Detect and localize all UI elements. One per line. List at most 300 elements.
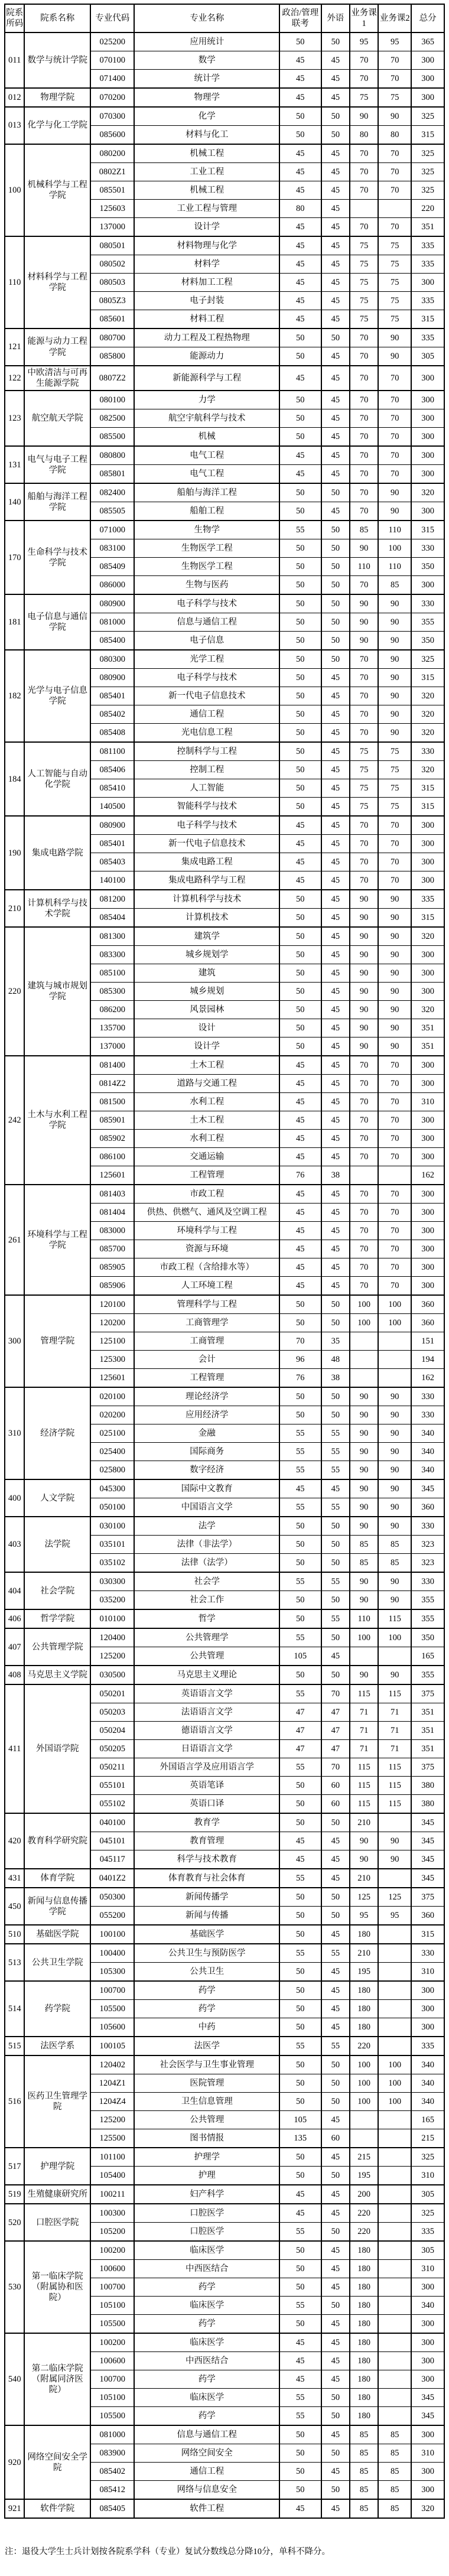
course2-score-cell: 75	[378, 798, 411, 817]
course2-score-cell: 70	[378, 1277, 411, 1296]
total-score-cell: 325	[411, 181, 444, 200]
total-score-cell: 300	[411, 1148, 444, 1166]
course1-score-cell: 70	[350, 724, 378, 743]
major-code-cell: 105100	[90, 2297, 134, 2315]
course2-score-cell: 75	[378, 742, 411, 761]
course2-score-cell: 70	[378, 835, 411, 853]
course1-score-cell: 90	[350, 1037, 378, 1056]
dept-code-cell: 220	[5, 927, 24, 1056]
table-row	[5, 2037, 444, 2055]
total-score-cell: 320	[411, 705, 444, 724]
major-name-cell: 德语语言文学	[134, 1722, 279, 1740]
major-name-cell: 药学	[134, 2000, 279, 2018]
foreign-lang-score-cell: 45	[321, 742, 350, 761]
major-code-cell: 100200	[90, 2241, 134, 2260]
column-header: 专业代码	[90, 4, 134, 32]
dept-name-cell: 物理学院	[24, 88, 90, 107]
course2-score-cell: 90	[378, 705, 411, 724]
politics-score-cell: 55	[279, 1424, 321, 1443]
table-row	[5, 1813, 444, 1832]
foreign-lang-score-cell: 50	[321, 1628, 350, 1647]
politics-score-cell: 50	[279, 32, 321, 51]
foreign-lang-score-cell: 45	[321, 1130, 350, 1148]
dept-name-cell: 哲学学院	[24, 1609, 90, 1628]
course2-score-cell	[378, 1647, 411, 1666]
major-name-cell: 集成电路科学与工程	[134, 871, 279, 890]
major-name-cell: 哲学	[134, 1609, 279, 1628]
major-name-cell: 人工环境工程	[134, 1277, 279, 1296]
major-code-cell: 137000	[90, 218, 134, 237]
politics-score-cell: 50	[279, 798, 321, 817]
table-row	[5, 2185, 444, 2204]
total-score-cell: 300	[411, 2278, 444, 2297]
major-code-cell: 030300	[90, 1572, 134, 1591]
course1-score-cell: 90	[350, 107, 378, 126]
foreign-lang-score-cell: 47	[321, 1722, 350, 1740]
major-name-cell: 外国语言学及应用语言学	[134, 1758, 279, 1777]
total-score-cell: 350	[411, 1628, 444, 1647]
dept-code-cell: 182	[5, 650, 24, 742]
course1-score-cell: 70	[350, 391, 378, 409]
course2-score-cell: 70	[378, 446, 411, 465]
dept-code-cell: 300	[5, 1295, 24, 1387]
major-name-cell: 图书情报	[134, 2129, 279, 2148]
course1-score-cell: 180	[350, 2241, 378, 2260]
course1-score-cell: 90	[350, 909, 378, 928]
course1-score-cell: 85	[350, 2499, 378, 2518]
course1-score-cell	[350, 200, 378, 218]
course1-score-cell: 70	[350, 1130, 378, 1148]
major-code-cell: 081300	[90, 927, 134, 946]
total-score-cell: 365	[411, 32, 444, 51]
major-name-cell: 电子封装	[134, 292, 279, 310]
course1-score-cell: 80	[350, 126, 378, 145]
foreign-lang-score-cell: 45	[321, 2000, 350, 2018]
politics-score-cell: 50	[279, 1777, 321, 1795]
table-row	[5, 1944, 444, 1963]
politics-score-cell: 45	[279, 51, 321, 70]
major-code-cell: 120200	[90, 1314, 134, 1332]
course2-score-cell: 90	[378, 613, 411, 632]
total-score-cell: 325	[411, 163, 444, 181]
major-code-cell: 040100	[90, 1813, 134, 1832]
dept-name-cell: 基础医学院	[24, 1925, 90, 1944]
major-code-cell: 125500	[90, 2129, 134, 2148]
total-score-cell: 300	[411, 51, 444, 70]
politics-score-cell: 45	[279, 274, 321, 292]
course2-score-cell: 70	[378, 218, 411, 237]
foreign-lang-score-cell: 45	[321, 1277, 350, 1296]
major-name-cell: 设计学	[134, 1037, 279, 1056]
foreign-lang-score-cell: 45	[321, 1093, 350, 1111]
politics-score-cell: 45	[279, 1277, 321, 1296]
course2-score-cell: 90	[378, 1019, 411, 1037]
course1-score-cell: 90	[350, 1443, 378, 1461]
dept-code-cell: 400	[5, 1479, 24, 1517]
foreign-lang-score-cell: 45	[321, 1001, 350, 1019]
politics-score-cell: 50	[279, 724, 321, 743]
course2-score-cell: 70	[378, 816, 411, 835]
foreign-lang-score-cell: 50	[321, 2481, 350, 2500]
total-score-cell: 340	[411, 1443, 444, 1461]
course1-score-cell: 180	[350, 2407, 378, 2426]
major-name-cell: 集成电路工程	[134, 853, 279, 871]
politics-score-cell: 50	[279, 2425, 321, 2444]
course2-score-cell: 75	[378, 779, 411, 798]
course2-score-cell: 70	[378, 428, 411, 447]
major-code-cell: 1204Z4	[90, 2093, 134, 2111]
course1-score-cell: 210	[350, 1944, 378, 1963]
foreign-lang-score-cell: 45	[321, 724, 350, 743]
course2-score-cell: 85	[378, 2499, 411, 2518]
major-name-cell: 通信工程	[134, 705, 279, 724]
foreign-lang-score-cell: 45	[321, 1258, 350, 1277]
foreign-lang-score-cell: 50	[321, 558, 350, 576]
dept-name-cell: 公共卫生学院	[24, 1944, 90, 1981]
major-name-cell: 工业工程	[134, 163, 279, 181]
politics-score-cell: 55	[279, 1684, 321, 1703]
course1-score-cell: 70	[350, 576, 378, 595]
total-score-cell: 380	[411, 1795, 444, 1814]
major-name-cell: 金融	[134, 1424, 279, 1443]
foreign-lang-score-cell: 45	[321, 144, 350, 163]
course2-score-cell: 90	[378, 1387, 411, 1406]
course1-score-cell: 75	[350, 255, 378, 274]
politics-score-cell: 45	[279, 2204, 321, 2223]
dept-name-cell: 人文学院	[24, 1479, 90, 1517]
politics-score-cell: 50	[279, 107, 321, 126]
total-score-cell: 380	[411, 1777, 444, 1795]
total-score-cell: 305	[411, 2185, 444, 2204]
total-score-cell: 340	[411, 2297, 444, 2315]
course1-score-cell: 75	[350, 292, 378, 310]
table-row	[5, 1888, 444, 1907]
dept-code-cell: 513	[5, 1944, 24, 1981]
total-score-cell: 300	[411, 428, 444, 447]
foreign-lang-score-cell: 45	[321, 2018, 350, 2037]
major-name-cell: 计算机技术	[134, 909, 279, 928]
course1-score-cell: 90	[350, 1517, 378, 1536]
total-score-cell: 345	[411, 1869, 444, 1888]
major-code-cell: 100105	[90, 2037, 134, 2055]
total-score-cell: 330	[411, 1387, 444, 1406]
foreign-lang-score-cell: 45	[321, 1981, 350, 2000]
total-score-cell: 320	[411, 483, 444, 502]
foreign-lang-score-cell: 50	[321, 126, 350, 145]
foreign-lang-score-cell: 45	[321, 1111, 350, 1130]
politics-score-cell: 50	[279, 1666, 321, 1684]
course2-score-cell: 70	[378, 853, 411, 871]
major-name-cell: 通信工程	[134, 2463, 279, 2481]
major-code-cell: 085300	[90, 983, 134, 1001]
major-code-cell: 085500	[90, 428, 134, 447]
course1-score-cell: 180	[350, 2000, 378, 2018]
course1-score-cell: 180	[350, 2315, 378, 2334]
major-name-cell: 水利工程	[134, 1130, 279, 1148]
dept-name-cell: 集成电路学院	[24, 816, 90, 890]
major-name-cell: 公共卫生	[134, 1963, 279, 1982]
major-code-cell: 085700	[90, 1240, 134, 1258]
dept-name-cell: 土木与水利工程学院	[24, 1056, 90, 1185]
major-name-cell: 工程管理	[134, 1166, 279, 1185]
foreign-lang-score-cell: 45	[321, 761, 350, 779]
politics-score-cell: 50	[279, 594, 321, 613]
foreign-lang-score-cell: 45	[321, 347, 350, 366]
foreign-lang-score-cell: 50	[321, 650, 350, 669]
foreign-lang-score-cell: 50	[321, 1813, 350, 1832]
total-score-cell: 330	[411, 1517, 444, 1536]
major-name-cell: 中国语言文学	[134, 1498, 279, 1517]
course2-score-cell: 90	[378, 328, 411, 347]
major-code-cell: 085601	[90, 310, 134, 329]
course2-score-cell: 85	[378, 1554, 411, 1573]
major-name-cell: 网络与信息安全	[134, 2481, 279, 2500]
course2-score-cell: 75	[378, 292, 411, 310]
total-score-cell: 340	[411, 1424, 444, 1443]
foreign-lang-score-cell: 60	[321, 2129, 350, 2148]
major-code-cell: 085906	[90, 1277, 134, 1296]
course1-score-cell: 70	[350, 669, 378, 687]
foreign-lang-score-cell: 50	[321, 1666, 350, 1684]
course1-score-cell: 71	[350, 1722, 378, 1740]
politics-score-cell: 135	[279, 2129, 321, 2148]
course2-score-cell	[378, 2148, 411, 2167]
foreign-lang-score-cell: 50	[321, 613, 350, 632]
total-score-cell: 310	[411, 1963, 444, 1982]
major-name-cell: 新能源科学与工程	[134, 366, 279, 391]
total-score-cell: 375	[411, 1888, 444, 1907]
total-score-cell: 345	[411, 1479, 444, 1498]
politics-score-cell: 50	[279, 1406, 321, 1424]
major-code-cell: 105300	[90, 1963, 134, 1982]
politics-score-cell: 50	[279, 539, 321, 558]
politics-score-cell: 45	[279, 853, 321, 871]
course2-score-cell	[378, 2037, 411, 2055]
politics-score-cell: 45	[279, 2499, 321, 2518]
course1-score-cell: 75	[350, 798, 378, 817]
course2-score-cell	[378, 2315, 411, 2334]
total-score-cell: 360	[411, 1498, 444, 1517]
major-code-cell: 020100	[90, 1387, 134, 1406]
politics-score-cell: 45	[279, 144, 321, 163]
total-score-cell: 355	[411, 613, 444, 632]
politics-score-cell: 50	[279, 705, 321, 724]
politics-score-cell: 45	[279, 446, 321, 465]
dept-code-cell: 403	[5, 1517, 24, 1572]
foreign-lang-score-cell: 60	[321, 1777, 350, 1795]
course1-score-cell: 85	[350, 1536, 378, 1554]
major-code-cell: 100300	[90, 2204, 134, 2223]
dept-name-cell: 护理学院	[24, 2148, 90, 2185]
politics-score-cell: 50	[279, 2241, 321, 2260]
course1-score-cell: 70	[350, 650, 378, 669]
politics-score-cell: 45	[279, 1148, 321, 1166]
course2-score-cell: 125	[378, 1888, 411, 1907]
dept-name-cell: 法学院	[24, 1517, 90, 1572]
politics-score-cell: 50	[279, 2278, 321, 2297]
foreign-lang-score-cell: 45	[321, 1075, 350, 1093]
foreign-lang-score-cell: 50	[321, 632, 350, 650]
course2-score-cell: 90	[378, 1850, 411, 1869]
dept-code-cell: 450	[5, 1888, 24, 1925]
major-name-cell: 电子科学与技术	[134, 816, 279, 835]
table-row	[5, 2499, 444, 2518]
major-name-cell: 控制科学与工程	[134, 742, 279, 761]
foreign-lang-score-cell: 47	[321, 1703, 350, 1722]
course1-score-cell: 115	[350, 1758, 378, 1777]
course2-score-cell	[378, 2389, 411, 2407]
major-code-cell: 085800	[90, 347, 134, 366]
course1-score-cell: 70	[350, 465, 378, 484]
total-score-cell: 323	[411, 1536, 444, 1554]
course1-score-cell: 70	[350, 1093, 378, 1111]
major-code-cell: 083900	[90, 2444, 134, 2463]
course2-score-cell: 70	[378, 144, 411, 163]
course1-score-cell: 70	[350, 687, 378, 705]
total-score-cell: 360	[411, 1295, 444, 1314]
politics-score-cell: 45	[279, 255, 321, 274]
foreign-lang-score-cell: 50	[321, 1536, 350, 1554]
major-code-cell: 140100	[90, 871, 134, 890]
total-score-cell: 300	[411, 446, 444, 465]
major-name-cell: 社会学	[134, 1572, 279, 1591]
course1-score-cell: 90	[350, 1572, 378, 1591]
foreign-lang-score-cell: 55	[321, 1609, 350, 1628]
course2-score-cell	[378, 2167, 411, 2185]
politics-score-cell: 50	[279, 2260, 321, 2278]
total-score-cell: 325	[411, 650, 444, 669]
total-score-cell: 351	[411, 1703, 444, 1722]
foreign-lang-score-cell: 45	[321, 890, 350, 909]
major-code-cell: 035102	[90, 1554, 134, 1573]
course1-score-cell: 70	[350, 1277, 378, 1296]
major-code-cell: 081000	[90, 2425, 134, 2444]
total-score-cell: 300	[411, 2463, 444, 2481]
course2-score-cell	[378, 1925, 411, 1944]
dept-code-cell: 181	[5, 594, 24, 650]
major-code-cell: 055101	[90, 1777, 134, 1795]
major-code-cell: 085505	[90, 502, 134, 521]
major-name-cell: 临床医学	[134, 2333, 279, 2352]
foreign-lang-score-cell: 45	[321, 255, 350, 274]
dept-name-cell: 电气与电子工程学院	[24, 446, 90, 483]
total-score-cell: 310	[411, 2260, 444, 2278]
total-score-cell: 300	[411, 983, 444, 1001]
total-score-cell: 330	[411, 539, 444, 558]
course1-score-cell: 90	[350, 890, 378, 909]
politics-score-cell: 50	[279, 983, 321, 1001]
major-code-cell: 125603	[90, 200, 134, 218]
total-score-cell: 300	[411, 1111, 444, 1130]
total-score-cell: 165	[411, 1647, 444, 1666]
course1-score-cell: 200	[350, 2185, 378, 2204]
politics-score-cell: 45	[279, 1240, 321, 1258]
course2-score-cell: 85	[378, 2444, 411, 2463]
dept-code-cell: 411	[5, 1684, 24, 1813]
total-score-cell: 310	[411, 2167, 444, 2185]
dept-code-cell: 517	[5, 2148, 24, 2185]
total-score-cell: 300	[411, 274, 444, 292]
course1-score-cell: 90	[350, 632, 378, 650]
major-code-cell: 085402	[90, 705, 134, 724]
course1-score-cell: 90	[350, 1832, 378, 1850]
course1-score-cell	[350, 1647, 378, 1666]
course2-score-cell	[378, 1369, 411, 1388]
course2-score-cell	[378, 2129, 411, 2148]
course2-score-cell: 85	[378, 1536, 411, 1554]
major-name-cell: 航空宇航科学与技术	[134, 409, 279, 428]
total-score-cell: 300	[411, 88, 444, 107]
header-row	[5, 4, 444, 32]
major-name-cell: 公共卫生与预防医学	[134, 1944, 279, 1963]
major-code-cell: 105500	[90, 2315, 134, 2334]
total-score-cell: 315	[411, 310, 444, 329]
table-row	[5, 328, 444, 347]
table-row	[5, 1628, 444, 1647]
course1-score-cell: 125	[350, 1888, 378, 1907]
politics-score-cell: 76	[279, 1166, 321, 1185]
politics-score-cell: 55	[279, 1572, 321, 1591]
course1-score-cell: 180	[350, 2278, 378, 2297]
major-code-cell: 085501	[90, 181, 134, 200]
total-score-cell: 360	[411, 1907, 444, 1926]
foreign-lang-score-cell: 45	[321, 2499, 350, 2518]
major-name-cell: 电气工程	[134, 446, 279, 465]
major-name-cell: 日语语言文学	[134, 1740, 279, 1758]
major-code-cell: 055102	[90, 1795, 134, 1814]
major-code-cell: 035200	[90, 1591, 134, 1610]
course2-score-cell: 70	[378, 1222, 411, 1240]
dept-code-cell: 210	[5, 890, 24, 927]
total-score-cell: 355	[411, 1666, 444, 1684]
politics-score-cell: 50	[279, 2444, 321, 2463]
total-score-cell: 355	[411, 1591, 444, 1610]
course2-score-cell	[378, 2333, 411, 2352]
column-header: 专业名称	[134, 4, 279, 32]
major-code-cell: 081100	[90, 742, 134, 761]
major-name-cell: 环境科学与工程	[134, 1222, 279, 1240]
politics-score-cell: 50	[279, 126, 321, 145]
total-score-cell: 345	[411, 2407, 444, 2426]
column-header: 政治/管理联考	[279, 4, 321, 32]
foreign-lang-score-cell: 45	[321, 1647, 350, 1666]
major-name-cell: 光学工程	[134, 650, 279, 669]
foreign-lang-score-cell: 45	[321, 1148, 350, 1166]
major-name-cell: 国际中文教育	[134, 1479, 279, 1498]
dept-name-cell: 人工智能与自动化学院	[24, 742, 90, 816]
dept-name-cell: 体育学院	[24, 1869, 90, 1888]
foreign-lang-score-cell: 50	[321, 32, 350, 51]
foreign-lang-score-cell: 45	[321, 983, 350, 1001]
total-score-cell: 320	[411, 761, 444, 779]
course1-score-cell	[350, 2129, 378, 2148]
politics-score-cell: 50	[279, 2018, 321, 2037]
course1-score-cell: 115	[350, 1795, 378, 1814]
foreign-lang-score-cell: 45	[321, 927, 350, 946]
foreign-lang-score-cell: 50	[321, 2407, 350, 2426]
course2-score-cell: 100	[378, 2093, 411, 2111]
politics-score-cell: 45	[279, 1258, 321, 1277]
course1-score-cell: 70	[350, 163, 378, 181]
course2-score-cell: 115	[378, 1758, 411, 1777]
major-code-cell: 045117	[90, 1850, 134, 1869]
course2-score-cell: 70	[378, 366, 411, 391]
course2-score-cell: 70	[378, 70, 411, 89]
major-code-cell: 135700	[90, 1019, 134, 1037]
foreign-lang-score-cell: 50	[321, 1517, 350, 1536]
major-code-cell: 100600	[90, 2260, 134, 2278]
politics-score-cell: 45	[279, 310, 321, 329]
